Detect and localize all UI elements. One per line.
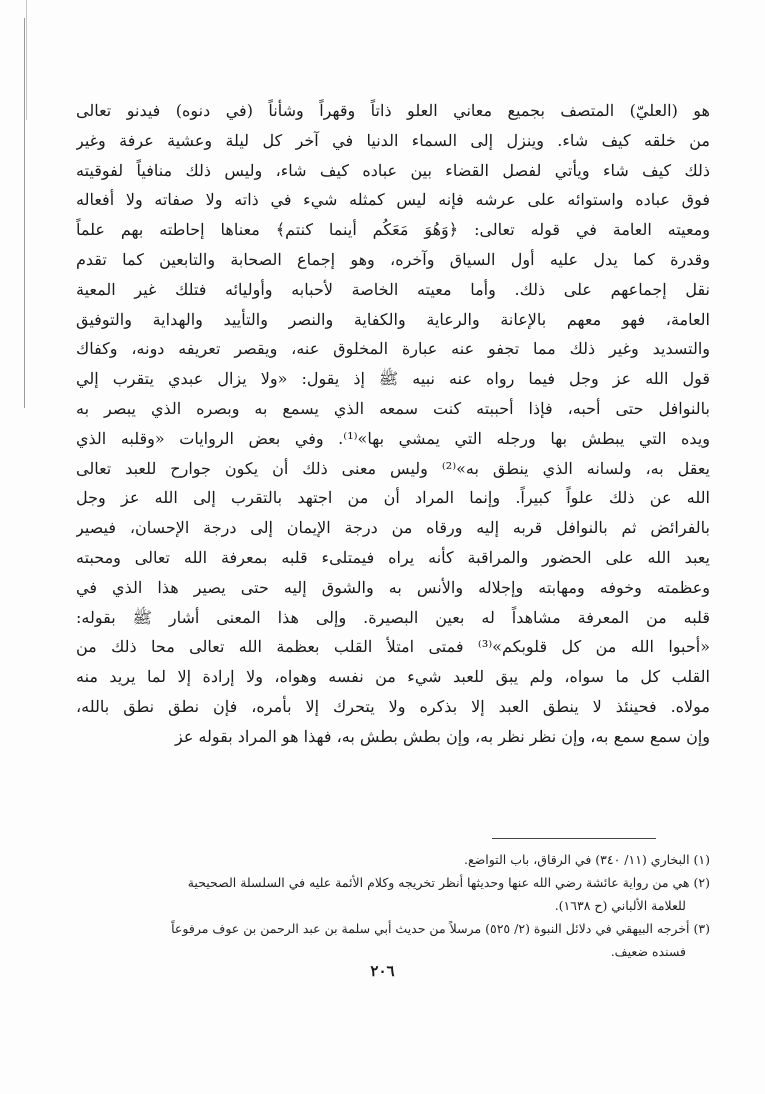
text-line: يعقل به، ولسانه الذي ينطق به»⁽²⁾ وليس معنى ذلك أن يكون جوارح للعبد تعالى bbox=[76, 458, 710, 478]
page-edge-line bbox=[24, 18, 25, 408]
text-line: ذلك كيف شاء ويأتي لفصل القضاء بين عباده كيف شاء، وليس ذلك منافياً لفوقيته bbox=[76, 160, 710, 180]
text-line: وقدرة كما يدل عليه أول السياق وآخره، وهو إجماع الصحابة والتابعين كما تقدم bbox=[76, 249, 710, 269]
text-line: العامة، فهو معهم بالإعانة والرعاية والكفاية والنصر والتأييد والهداية والتوفيق bbox=[76, 309, 710, 329]
main-text-block bbox=[76, 96, 710, 752]
text-line: «أحبوا الله من كل قلوبكم»⁽³⁾ فمتى امتلأ القلب بعظمة الله تعالى محا ذلك من bbox=[76, 637, 710, 657]
text-line: من خلقه كيف شاء. وينزل إلى السماء الدنيا في آخر كل ليلة وعشية عرفة وغير bbox=[76, 130, 710, 150]
footnote-3-continued: فسنده ضعيف. bbox=[610, 944, 686, 959]
text-line: بالنوافل حتى أحبه، فإذا أحببته كنت سمعه الذي يسمع به وبصره الذي يبصر به bbox=[76, 398, 710, 418]
text-line: بالفرائض ثم بالنوافل قربه إليه ورقاه من درجة الإيمان إلى درجة الإحسان، فيصير bbox=[76, 518, 710, 538]
footnote-separator bbox=[492, 838, 656, 839]
text-line: القلب كل ما سواه، ولم يبق للعبد شيء من نفسه وهواه، ولا إرادة إلا لما يريد منه bbox=[76, 667, 710, 687]
text-line: ويده التي يبطش بها ورجله التي يمشي بها»⁽¹⁾. وفي بعض الروايات «وقلبه الذي bbox=[76, 428, 710, 448]
text-line: والتسديد وغير ذلك مما تجفو عنه عبارة المخلوق عنه، ويقصر تعريفه دونه، وكفاك bbox=[76, 339, 710, 359]
footnote-2-continued: للعلامة الألباني (ح ١٦٣٨). bbox=[554, 898, 686, 913]
text-line: الله عن ذلك علواً كبيراً. وإنما المراد أن من اجتهد بالتقرب إلى الله عز وجل bbox=[76, 488, 710, 508]
text-line: قلبه من المعرفة مشاهداً له بعين البصيرة. وإلى هذا المعنى أشار ﷺ بقوله: bbox=[76, 607, 710, 627]
page-number: ٢٠٦ bbox=[370, 962, 395, 980]
page-edge-line-faint bbox=[26, 0, 27, 120]
text-line: وعظمته وخوفه ومهابته وإجلاله والأنس به والشوق إليه حتى يصير هذا الذي في bbox=[76, 577, 710, 597]
text-line: وإن سمع سمع به، وإن نظر نظر به، وإن بطش بطش به، فهذا هو المراد بقوله عز bbox=[174, 726, 710, 746]
footnote-3: (٣) أخرجه البيهقي في دلائل النبوة (٢/ ٥٢٥) مرسلاً من حديث أبي سلمة بن عبد الرحمن بن عوف مرفوعاً bbox=[171, 921, 710, 936]
text-line: نقل إجماعهم على ذلك. وأما معيته الخاصة لأحبابه وأوليائه فتلك غير المعية bbox=[76, 279, 710, 299]
text-line: مولاه. فحينئذ لا ينطق العبد إلا بذكره ولا يتحرك إلا بأمره، فإن نطق نطق بالله، bbox=[76, 696, 710, 716]
text-line: يعبد الله على الحضور والمراقبة كأنه يراه فيمتلىء قلبه بمعرفة الله تعالى ومحبته bbox=[76, 547, 710, 567]
text-line: هو (العليّ) المتصف بجميع معاني العلو ذاتاً وقهراً وشأناً (في دنوه) فيدنو تعالى bbox=[76, 101, 710, 120]
text-line: ومعيته العامة في قوله تعالى: ﴿وَهُوَ مَعَكُم أينما كنتم﴾ معناها إحاطته بهم علماً bbox=[76, 220, 710, 240]
text-line: قول الله عز وجل فيما رواه عنه نبيه ﷺ إذ يقول: «ولا يزال عبدي يتقرب إلي bbox=[76, 369, 710, 389]
footnote-2: (٢) هي من رواية عائشة رضي الله عنها وحديثها أنظر تخريجه وكلام الأئمة عليه في السلسلة الصحيحية bbox=[187, 875, 710, 890]
footnote-1: (١) البخاري (١١/ ٣٤٠) في الرقاق، باب التواضع. bbox=[464, 852, 710, 867]
footnotes-block bbox=[74, 848, 710, 963]
text-line: فوق عباده واستوائه على عرشه فإنه ليس كمثله شيء في ذاته ولا صفاته ولا أفعاله bbox=[76, 190, 710, 210]
